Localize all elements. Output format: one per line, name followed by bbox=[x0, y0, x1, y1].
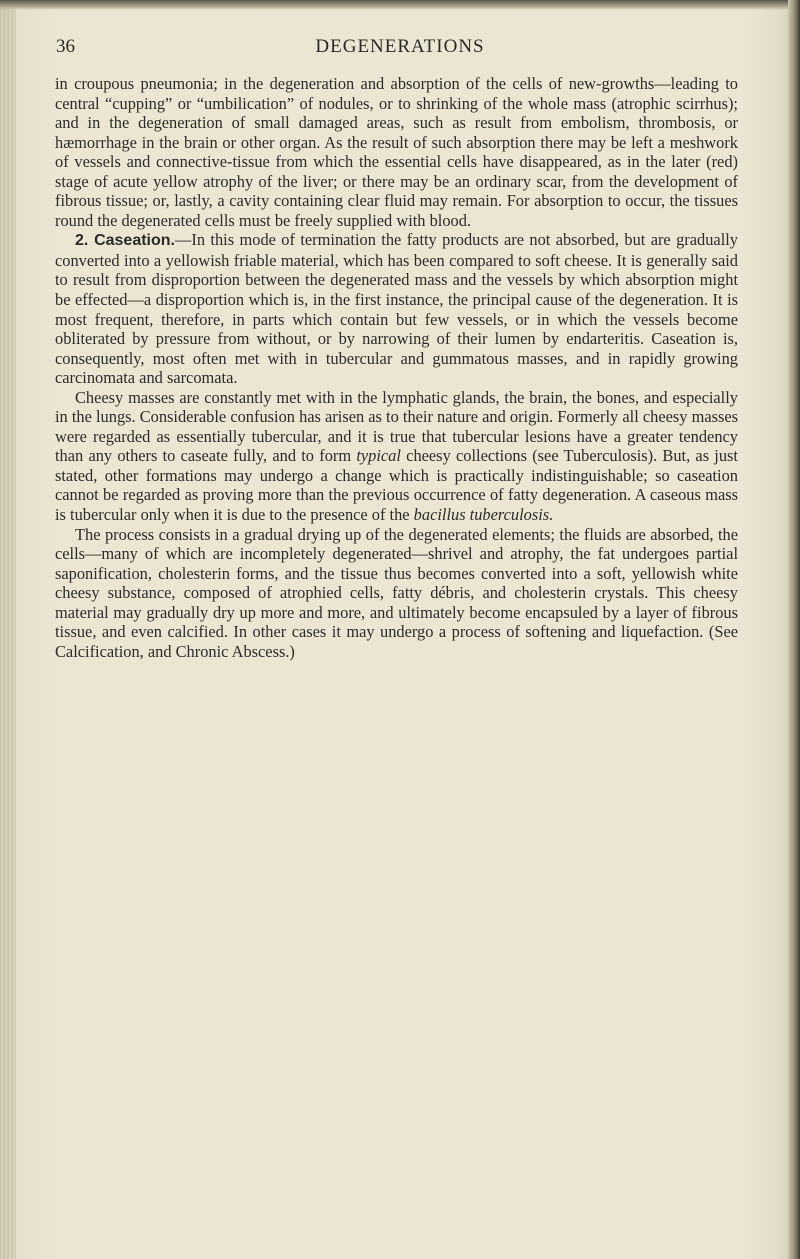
page-number: 36 bbox=[56, 36, 75, 57]
page-top-edge bbox=[0, 0, 800, 10]
paragraph-cheesy-masses-part-a: Cheesy masses are constantly met with in the lymphatic glands, the brain, the bones, and especially in the lungs. Considerable confusion has arisen as to their nature and origin. Formerly all cheesy masses were regarded as essentially tubercular, and it is true that tubercular lesions have a greater tendency than any others to caseate fully, and to form bbox=[55, 387, 738, 466]
paragraph-absorption-continued: in croupous pneumonia; in the degeneration and absorption of the cells of new-growths—leading to central “cupping” or “umbilication” of nodules, or to shrinking of the whole mass (atrophic scirrhus); and in the degeneration of small damaged areas, such as result from embolism, thrombosis, or hæmorrhage in the brain or other organ. As the result of such absorption there may be left a meshwork of vessels and connective-tissue from which the essential cells have disappeared, as in the later (red) stage of acute yellow atrophy of the liver; or there may be an ordinary scar, from the development of fibrous tissue; or, lastly, a cavity containing clear fluid may remain. For absorption to occur, the tissues round the degenerated cells must be freely supplied with blood. bbox=[55, 74, 738, 230]
page-right-edge bbox=[788, 0, 800, 1259]
running-head: DEGENERATIONS bbox=[315, 36, 485, 57]
section-heading-caseation: 2. Caseation. bbox=[75, 232, 175, 250]
paragraph-cheesy-masses-part-b: cheesy collections (see Tuberculosis). But, as just stated, other formations may undergo a change which is practically indistinguishable; so caseation cannot be regarded as proving more than the previous occurrence of fatty degeneration. A caseous mass is tubercular only when it is due to the presence of the bbox=[55, 446, 738, 525]
italic-bacillus-tuberculosis: bacillus tuberculosis. bbox=[413, 505, 554, 525]
body-text bbox=[55, 74, 738, 661]
paragraph-cheesy-masses bbox=[55, 388, 738, 525]
italic-typical: typical bbox=[356, 446, 401, 466]
page-header bbox=[0, 36, 800, 66]
paragraph-caseation bbox=[55, 230, 738, 387]
paragraph-caseation-body: —In this mode of termination the fatty products are not absorbed, but are gradually converted into a yellowish friable material, which has been compared to soft cheese. It is generally said to result from disproportion between the degenerated mass and the vessels by which absorption might be effected—a disproportion which is, in the first instance, the principal cause of the degeneration. It is most frequent, therefore, in parts which contain but few vessels, or in which the vessels become obliterated by pressure from without, or by narrowing of their lumen by endarteritis. Caseation is, consequently, most often met with in tubercular and gummatous masses, and in rapidly growing carcinomata and sarcomata. bbox=[55, 230, 738, 388]
paragraph-process: The process consists in a gradual drying up of the degenerated elements; the fluids are absorbed, the cells—many of which are incompletely degenerated—shrivel and atrophy, the fat undergoes partial saponification, cholesterin forms, and the tissue thus becomes converted into a soft, yellowish white cheesy substance, composed of atrophied cells, fatty débris, and cholesterin crystals. This cheesy material may gradually dry up more and more, and ultimately become encapsuled by a layer of fibrous tissue, and even calcified. In other cases it may undergo a process of softening and liquefaction. (See Calcification, and Chronic Abscess.) bbox=[55, 524, 738, 661]
page-binding-shadow bbox=[0, 0, 16, 1259]
